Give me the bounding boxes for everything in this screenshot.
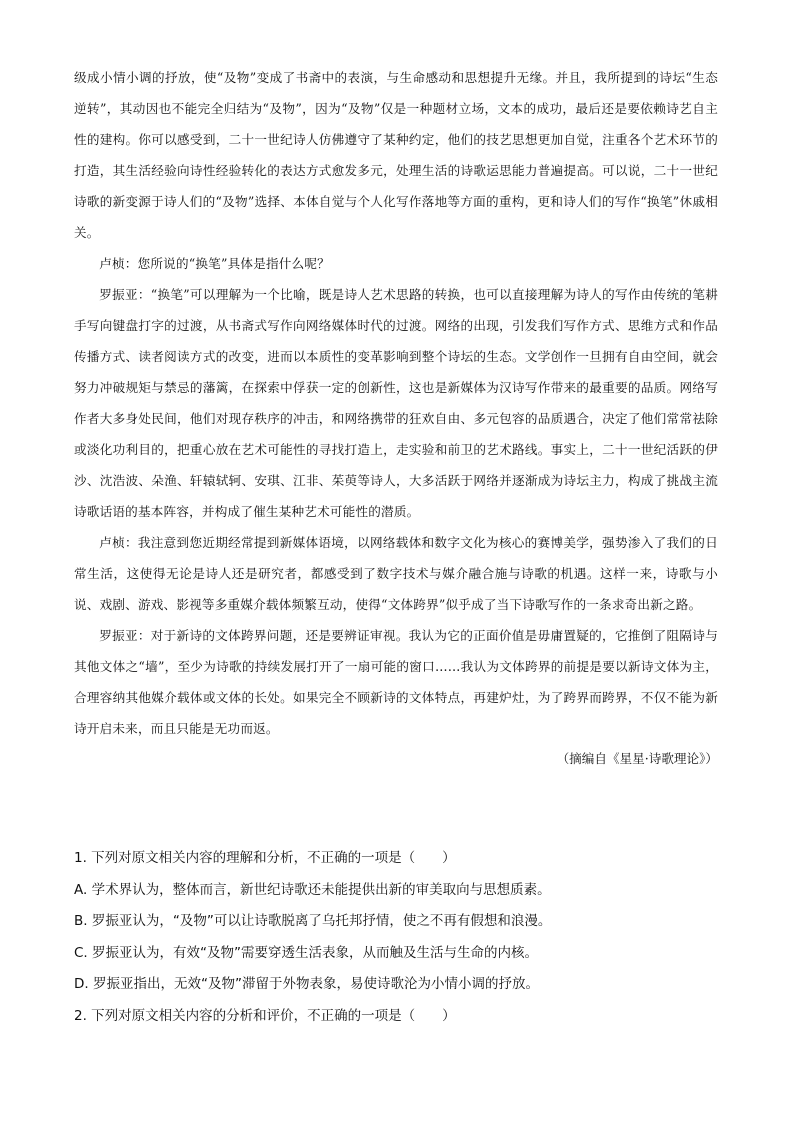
- question-1-option-c: C. 罗振亚认为，有效“及物”需要穿透生活表象，从而触及生活与生命的内核。: [74, 944, 538, 961]
- question-section: [74, 843, 734, 1032]
- article-paragraph: 罗振亚：对于新诗的文体跨界问题，还是要辨证审视。我认为它的正面价值是毋庸置疑的，它推倒了阻隔诗与其他文体之“墙”，至少为诗歌的持续发展打开了一扇可能的窗口……我认为文体跨界的前提是要以新诗文体为主，合理容纳其他媒介载体或文体的长处。如果完全不顾新诗的文体特点，再建炉灶，为了跨界而跨界，不仅不能为新诗开启未来，而且只能是无功而返。: [74, 628, 718, 736]
- question-1-option-a: A. 学术界认为，整体而言，新世纪诗歌还未能提供出新的审美取向与思想质素。: [74, 881, 551, 898]
- question-1-option-d: D. 罗振亚指出，无效“及物”滞留于外物表象，易使诗歌沦为小情小调的抒放。: [74, 976, 539, 992]
- article-paragraph: 罗振亚：“换笔”可以理解为一个比喻，既是诗人艺术思路的转换，也可以直接理解为诗人的写作由传统的笔耕手写向键盘打字的过渡，从书斋式写作向网络媒体时代的过渡。网络的出现，引发我们写作方式、思维方式和作品传播方式、读者阅读方式的改变，进而以本质性的变革影响到整个诗坛的生态。文学创作一旦拥有自由空间，就会努力冲破规矩与禁忌的藩篱，在探索中俘获一定的创新性，这也是新媒体为汉诗写作带来的最重要的品质。网络写作者大多身处民间，他们对现存秩序的冲击，和网络携带的狂欢自由、多元包容的品质遇合，决定了他们常常祛除或淡化功利目的，把重心放在艺术可能性的寻找打造上，走实验和前卫的艺术路线。事实上，二十一世纪活跃的伊沙、沈浩波、朵渔、轩辕轼轲、安琪、江非、茱萸等诗人，大多活跃于网络并逐渐成为诗坛主力，构成了挑战主流诗歌话语的基本阵容，并构成了催生某种艺术可能性的潜质。: [74, 287, 718, 519]
- article-paragraph: 级成小情小调的抒放，使“及物”变成了书斋中的表演，与生命感动和思想提升无缘。并且，我所提到的诗坛“生态逆转”，其动因也不能完全归结为“及物”，因为“及物”仅是一种题材立场，文本的成功，最后还是要依赖诗艺自主性的建构。你可以感受到，二十一世纪诗人仿佛遵守了某种约定，他们的技艺思想更加自觉，注重各个艺术环节的打造，其生活经验向诗性经验转化的表达方式愈发多元，处理生活的诗歌运思能力普遍提高。可以说，二十一世纪诗歌的新变源于诗人们的“及物”选择、本体自觉与个人化写作落地等方面的重构，更和诗人们的写作“换笔”休戚相关。: [74, 70, 718, 240]
- source-citation: （摘编自《星星·诗歌理论》）: [556, 751, 718, 766]
- article-paragraph: 卢桢：您所说的“换笔”具体是指什么呢？: [99, 256, 330, 271]
- question-1-option-b: B. 罗振亚认为，“及物”可以让诗歌脱离了乌托邦抒情，使之不再有假想和浪漫。: [74, 913, 552, 929]
- article-paragraph: 卢桢：我注意到您近期经常提到新媒体语境，以网络载体和数字文化为核心的赛博美学，强势渗入了我们的日常生活，这使得无论是诗人还是研究者，都感受到了数字技术与媒介融合施与诗歌的机遇。这样一来，诗歌与小说、戏剧、游戏、影视等多重媒介载体频繁互动，使得“文体跨界”似乎成了当下诗歌写作的一条求奇出新之路。: [74, 535, 718, 612]
- question-1-stem: 1. 下列对原文相关内容的理解和分析，不正确的一项是（ ）: [74, 850, 456, 866]
- article-body: [74, 62, 718, 774]
- question-2-stem: 2. 下列对原文相关内容的分析和评价，不正确的一项是（ ）: [74, 1007, 456, 1024]
